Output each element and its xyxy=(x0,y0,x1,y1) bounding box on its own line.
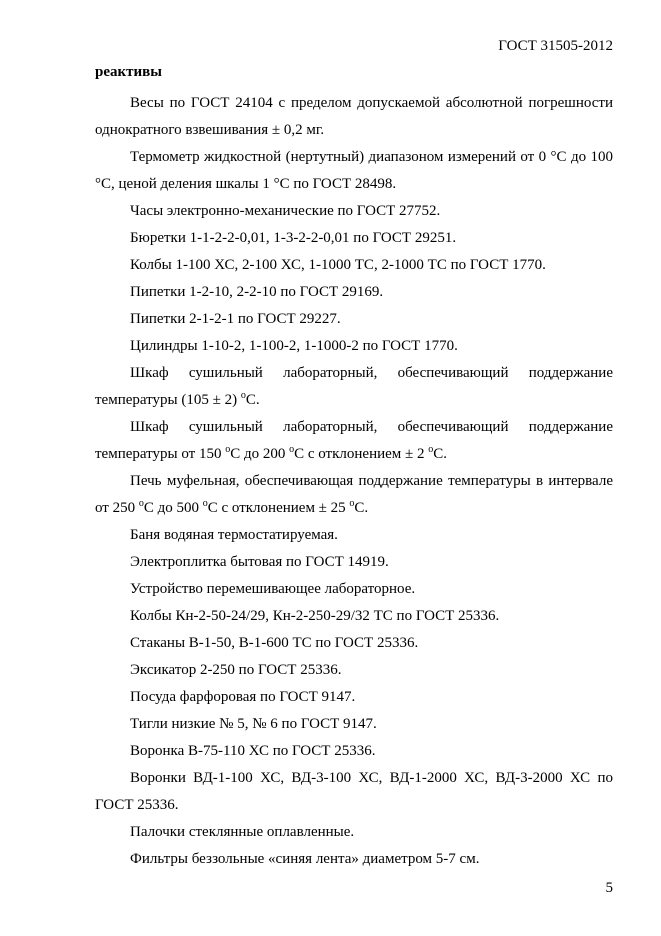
equipment-list xyxy=(95,90,613,873)
paragraph-water-bath: Баня водяная термостатируемая. xyxy=(130,527,338,543)
paragraph-separating-funnels: Воронки ВД-1-100 ХС, ВД-3-100 ХС, ВД-1-2000 ХС, ВД-3-2000 ХС по ГОСТ 25336. xyxy=(95,770,613,813)
page-number: 5 xyxy=(605,880,613,896)
paragraph-porcelain: Посуда фарфоровая по ГОСТ 9147. xyxy=(130,689,356,705)
paragraph-conical-flasks: Колбы Кн-2-50-24/29, Кн-2-250-29/32 ТС по ГОСТ 25336. xyxy=(130,608,500,624)
paragraph-glass-rods: Палочки стеклянные оплавленные. xyxy=(130,824,355,840)
paragraph-burettes: Бюретки 1-1-2-2-0,01, 1-3-2-2-0,01 по ГОСТ 29251. xyxy=(130,230,457,246)
paragraph-mixer: Устройство перемешивающее лабораторное. xyxy=(130,581,416,597)
paragraph-scales: Весы по ГОСТ 24104 с пределом допускаемой абсолютной погрешности однократного взвешивания ± 0,2 мг. xyxy=(95,95,613,138)
paragraph-flasks: Колбы 1-100 ХС, 2-100 ХС, 1-1000 ТС, 2-1000 ТС по ГОСТ 1770. xyxy=(130,257,546,273)
paragraph-muffle-furnace: Печь муфельная, обеспечивающая поддержание температуры в интервале от 250 $^о$С до 500 $^о$С с отклонением ± 25 $^о$С. xyxy=(95,473,613,516)
paragraph-hotplate: Электроплитка бытовая по ГОСТ 14919. xyxy=(130,554,389,570)
paragraph-clock: Часы электронно-механические по ГОСТ 27752. xyxy=(130,203,441,219)
paragraph-thermometer: Термометр жидкостной (нертутный) диапазоном измерений от 0 °С до 100 °С, ценой деления шкалы 1 °С по ГОСТ 28498. xyxy=(95,149,613,192)
section-title: реактивы xyxy=(95,64,162,80)
paragraph-pipettes-2: Пипетки 2-1-2-1 по ГОСТ 29227. xyxy=(130,311,341,327)
paragraph-drying-oven-2: Шкаф сушильный лабораторный, обеспечивающий поддержание температуры от 150 $^о$С до 200 $^о$С с отклонением ± 2 $^о$С. xyxy=(95,419,613,462)
paragraph-pipettes-1: Пипетки 1-2-10, 2-2-10 по ГОСТ 29169. xyxy=(130,284,384,300)
document-code-header: ГОСТ 31505-2012 xyxy=(498,38,613,54)
paragraph-crucibles: Тигли низкие № 5, № 6 по ГОСТ 9147. xyxy=(130,716,377,732)
paragraph-funnel: Воронка В-75-110 ХС по ГОСТ 25336. xyxy=(130,743,376,759)
paragraph-cylinders: Цилиндры 1-10-2, 1-100-2, 1-1000-2 по ГОСТ 1770. xyxy=(130,338,458,354)
paragraph-drying-oven-1: Шкаф сушильный лабораторный, обеспечивающий поддержание температуры (105 ± 2) $^о$С. xyxy=(95,365,613,408)
paragraph-filters: Фильтры беззольные «синяя лента» диаметром 5-7 см. xyxy=(130,851,480,867)
paragraph-beakers: Стаканы В-1-50, В-1-600 ТС по ГОСТ 25336. xyxy=(130,635,419,651)
paragraph-desiccator: Эксикатор 2-250 по ГОСТ 25336. xyxy=(130,662,342,678)
